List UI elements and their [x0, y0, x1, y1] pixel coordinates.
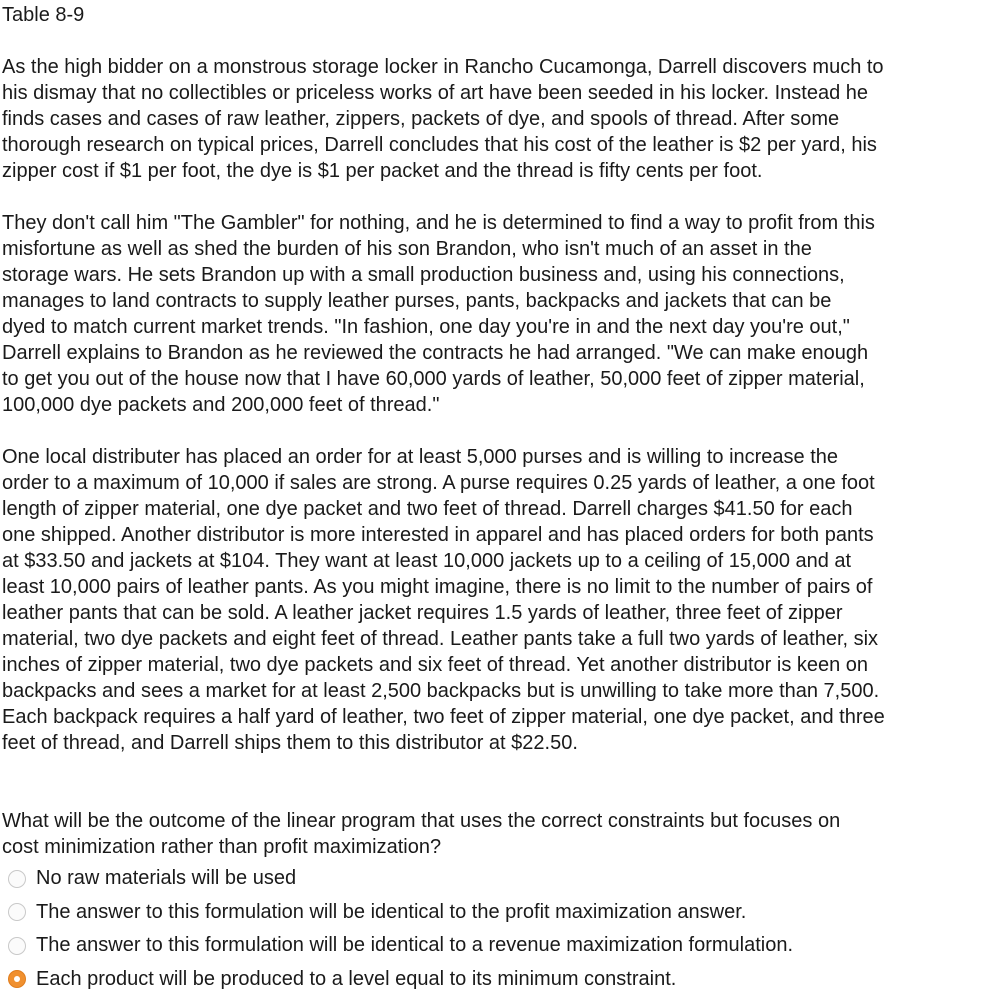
- table-title: Table 8-9: [2, 4, 85, 26]
- scenario-paragraph-3: One local distributer has placed an order for at least 5,000 purses and is willing to increase the order to a maximum of 10,000 if sales are strong. A purse requires 0.25 yards of leather, a one foot length of zipper material, one dye packet and two feet of thread. Darrell charges $41.50 for each one shipped. Another distributor is more interested in apparel and has placed orders for both pants at $33.50 and jackets at $104. They want at least 10,000 jackets up to a ceiling of 15,000 and at least 10,000 pairs of leather pants. As you might imagine, there is no limit to the number of pairs of leather pants that can be sold. A leather jacket requires 1.5 yards of leather, three feet of zipper material, two dye packets and eight feet of thread. Leather pants take a full two yards of leather, six inches of zipper material, two dye packets and six feet of thread. Yet another distributor is keen on backpacks and sees a market for at least 2,500 backpacks but is unwilling to take more than 7,500. Each backpack requires a half yard of leather, two feet of zipper material, one dye packet, and three feet of thread, and Darrell ships them to this distributor at $22.50.: [2, 446, 885, 754]
- answer-option-label: The answer to this formulation will be identical to a revenue maximization formulation.: [36, 934, 794, 957]
- answer-option-label: No raw materials will be used: [36, 867, 297, 890]
- radio-button-icon[interactable]: [8, 870, 26, 888]
- radio-button-icon[interactable]: [8, 937, 26, 955]
- answer-options: [2, 862, 992, 996]
- answer-option-label: Each product will be produced to a level equal to its minimum constraint.: [36, 967, 677, 990]
- answer-option[interactable]: [2, 896, 992, 930]
- radio-button-icon[interactable]: [8, 970, 26, 988]
- answer-option[interactable]: [2, 862, 992, 896]
- question-text: What will be the outcome of the linear program that uses the correct constraints but focuses on cost minimization rather than profit maximization?: [2, 810, 841, 858]
- scenario-paragraph-2: They don't call him "The Gambler" for nothing, and he is determined to find a way to profit from this misfortune as well as shed the burden of his son Brandon, who isn't much of an asset in the storage wars. He sets Brandon up with a small production business and, using his connections, manages to land contracts to supply leather purses, pants, backpacks and jackets that can be dyed to match current market trends. "In fashion, one day you're in and the next day you're out," Darrell explains to Brandon as he reviewed the contracts he had arranged. "We can make enough to get you out of the house now that I have 60,000 yards of leather, 50,000 feet of zipper material, 100,000 dye packets and 200,000 feet of thread.": [2, 212, 875, 416]
- scenario-paragraph-1: As the high bidder on a monstrous storage locker in Rancho Cucamonga, Darrell discovers much to his dismay that no collectibles or priceless works of art have been seeded in his locker. Instead he finds cases and cases of raw leather, zippers, packets of dye, and spools of thread. After some thorough research on typical prices, Darrell concludes that his cost of the leather is $2 per yard, his zipper cost if $1 per foot, the dye is $1 per packet and the thread is fifty cents per foot.: [2, 56, 884, 182]
- answer-option[interactable]: [2, 963, 992, 997]
- radio-button-icon[interactable]: [8, 903, 26, 921]
- answer-option[interactable]: [2, 929, 992, 963]
- answer-option-label: The answer to this formulation will be identical to the profit maximization answer.: [36, 900, 747, 923]
- question-page: [2, 2, 992, 996]
